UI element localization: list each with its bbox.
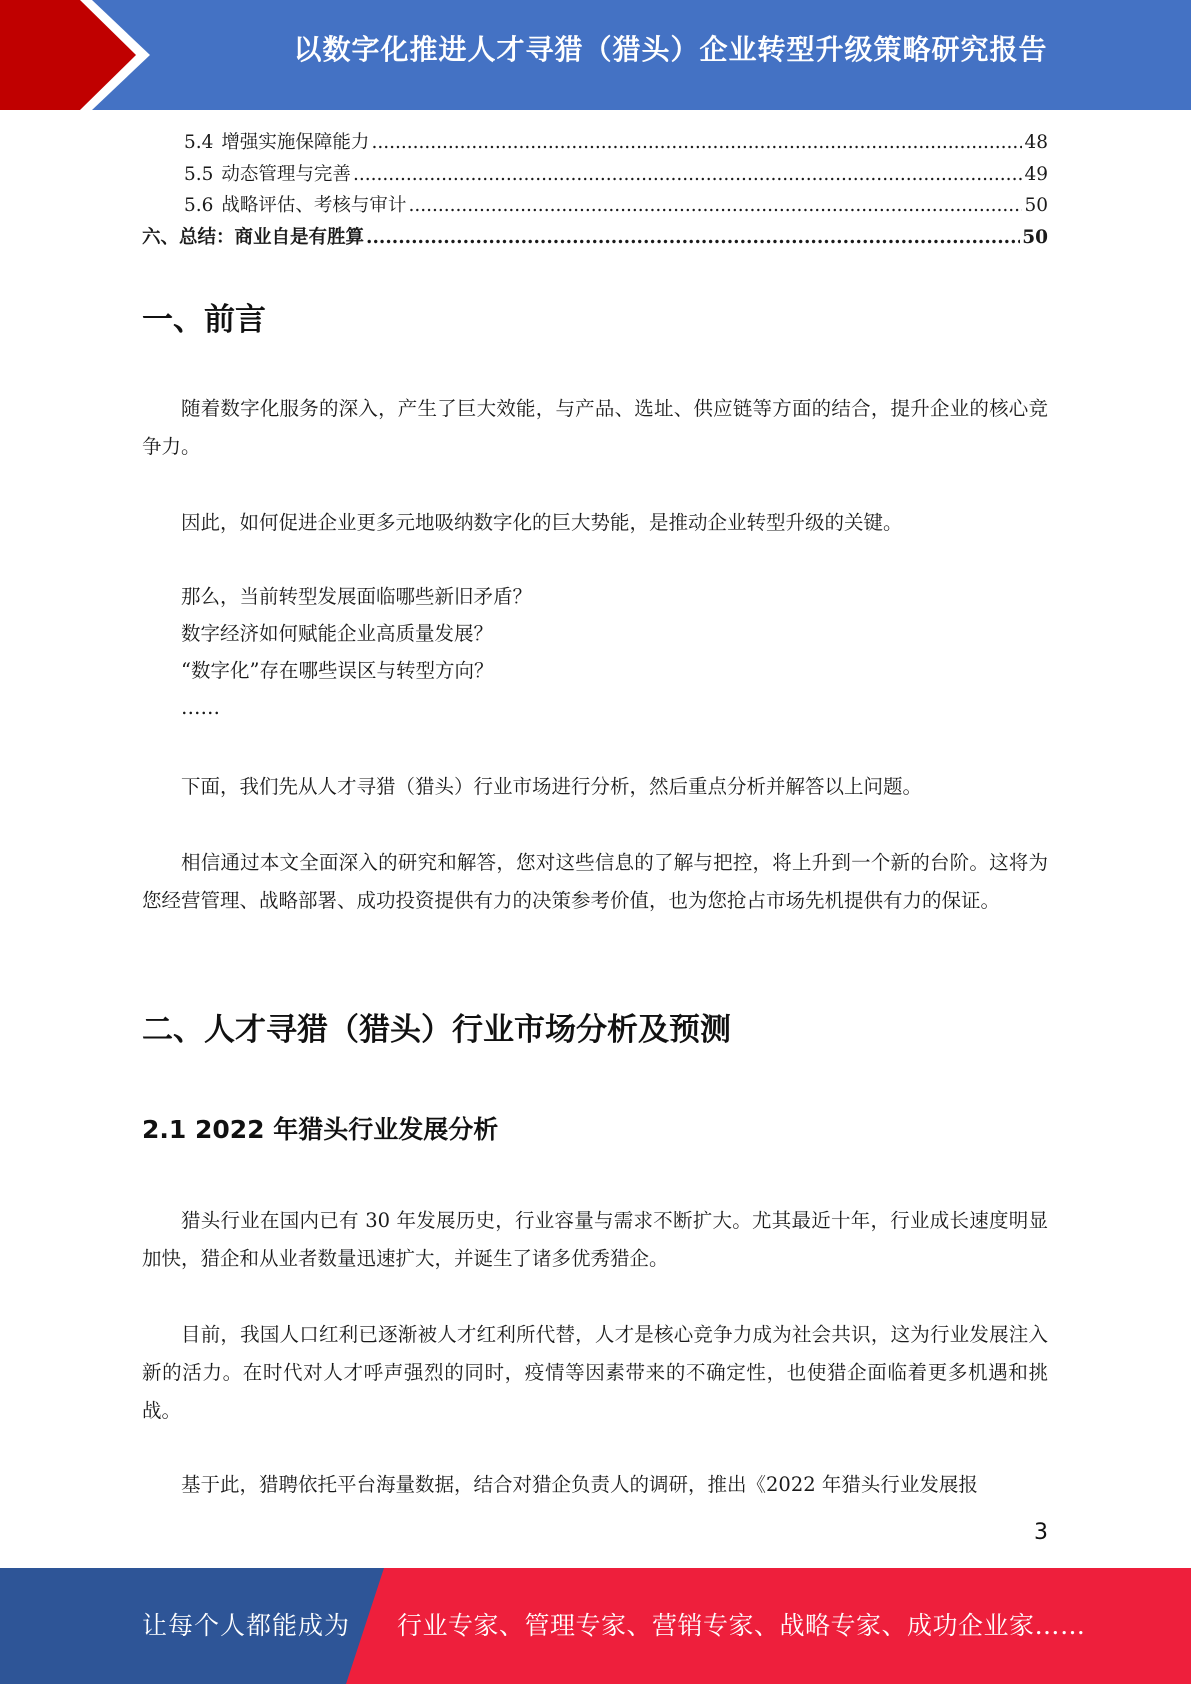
paragraph: 因此，如何促进企业更多元地吸纳数字化的巨大势能，是推动企业转型升级的关键。 xyxy=(181,511,903,534)
header-title: 以数字化推进人才寻猎（猎头）企业转型升级策略研究报告 xyxy=(293,33,1048,66)
toc-item[interactable] xyxy=(142,191,1048,223)
footer-slogan-left: 让每个人都能成为 xyxy=(142,1611,351,1640)
paragraph-block xyxy=(142,1316,1048,1430)
footer-banner xyxy=(0,1568,1191,1684)
toc-item-label: 增强实施保障能力 xyxy=(221,132,370,153)
toc-item-number: 5.6 xyxy=(184,195,214,216)
paragraph: 相信通过本文全面深入的研究和解答，您对这些信息的了解与把控，将上升到一个新的台阶。这将为您经营管理、战略部署、成功投资提供有力的决策参考价值，也为您抢占市场先机提供有力的保证。 xyxy=(142,851,1048,912)
subsection-heading: 2.1 2022 年猎头行业发展分析 xyxy=(142,1115,499,1144)
paragraph: 下面，我们先从人才寻猎（猎头）行业市场进行分析，然后重点分析并解答以上问题。 xyxy=(181,775,923,798)
toc-item-page: 50 xyxy=(1024,195,1048,216)
footer-slogan-right: 行业专家、管理专家、营销专家、战略专家、成功企业家…… xyxy=(397,1611,1086,1640)
toc-item-page: 48 xyxy=(1024,132,1048,153)
question-item: “数字化”存在哪些误区与转型方向？ xyxy=(181,659,494,682)
section-heading-container xyxy=(142,1004,1048,1049)
question-item: 数字经济如何赋能企业高质量发展？ xyxy=(181,622,494,645)
paragraph-block xyxy=(142,844,1048,920)
header-banner xyxy=(0,0,1191,110)
toc-item[interactable] xyxy=(142,223,1048,255)
section-heading: 一、前言 xyxy=(142,302,266,338)
question-item: 那么，当前转型发展面临哪些新旧矛盾？ xyxy=(181,585,533,608)
paragraph-block xyxy=(142,1202,1048,1278)
page-number: 3 xyxy=(1034,1520,1048,1545)
toc-item-label: 战略评估、考核与审计 xyxy=(221,195,407,216)
question-list xyxy=(142,578,1048,726)
paragraph: 猎头行业在国内已有 30 年发展历史，行业容量与需求不断扩大。尤其最近十年，行业成长速度明显加快，猎企和从业者数量迅速扩大，并诞生了诸多优秀猎企。 xyxy=(142,1209,1048,1270)
toc-item-label: 六、总结：商业自是有胜算 xyxy=(142,226,365,248)
toc-item-number: 5.4 xyxy=(184,132,214,153)
paragraph: 随着数字化服务的深入，产生了巨大效能，与产品、选址、供应链等方面的结合，提升企业的核心竞争力。 xyxy=(142,397,1048,458)
toc-item-page: 49 xyxy=(1024,163,1048,185)
toc-leader-dots xyxy=(371,132,1022,153)
paragraph-block xyxy=(142,768,1048,806)
toc-leader-dots xyxy=(366,227,1020,248)
toc-item-page: 50 xyxy=(1022,226,1048,248)
paragraph-block xyxy=(142,390,1048,466)
toc-leader-dots xyxy=(408,195,1022,216)
section-heading-container xyxy=(142,294,1048,339)
toc-item[interactable] xyxy=(142,160,1048,192)
subsection-heading-container xyxy=(142,1110,1048,1146)
toc-leader-dots xyxy=(353,164,1023,185)
toc-item[interactable] xyxy=(142,128,1048,160)
question-item: …… xyxy=(181,696,220,719)
toc-item-number: 5.5 xyxy=(184,163,214,185)
paragraph-block xyxy=(142,1466,1048,1504)
paragraph: 基于此，猎聘依托平台海量数据，结合对猎企负责人的调研，推出《2022 年猎头行业发展报 xyxy=(181,1473,978,1496)
paragraph: 目前，我国人口红利已逐渐被人才红利所代替，人才是核心竞争力成为社会共识，这为行业发展注入新的活力。在时代对人才呼声强烈的同时，疫情等因素带来的不确定性，也使猎企面临着更多机遇和挑战。 xyxy=(142,1323,1048,1422)
header-chevron-decoration xyxy=(0,0,160,110)
paragraph-block xyxy=(142,504,1048,542)
table-of-contents xyxy=(142,128,1048,254)
toc-item-label: 动态管理与完善 xyxy=(221,163,351,185)
section-heading: 二、人才寻猎（猎头）行业市场分析及预测 xyxy=(142,1012,731,1048)
